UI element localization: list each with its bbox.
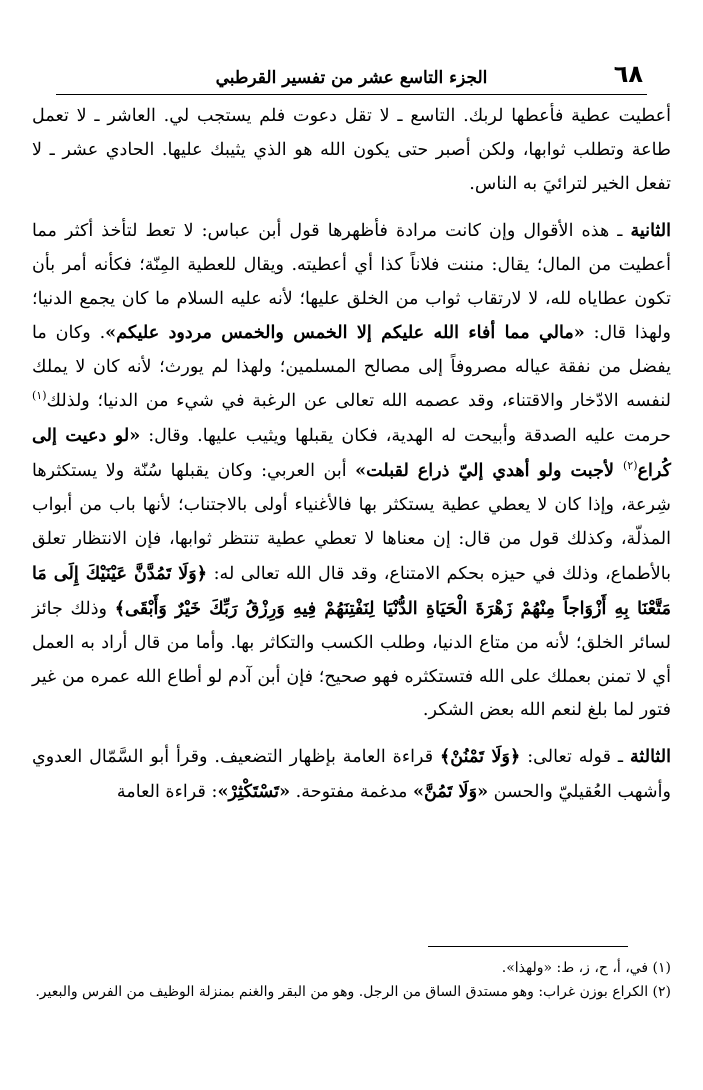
text-segment: : قراءة العامة — [116, 782, 218, 803]
footnote-2: (٢) الكراع بوزن غراب: وهو مستدق الساق من الرجل. وهو من البقر والغنم بمنزلة الوظيف من الفرس والبعير. — [35, 984, 671, 1000]
hadith-quote: لأجبت ولو أهدي إليّ ذراع لقبلت» — [355, 460, 623, 482]
paragraph-third — [32, 740, 671, 810]
footnote-ref: (١) — [32, 389, 47, 403]
footnote-ref: (٢) — [622, 459, 638, 473]
page-number: ٦٨ — [613, 60, 643, 88]
quran-verse: ﴿وَلَا تَمْنُنْ﴾ — [439, 746, 521, 768]
text-segment: . وكان ما يفضل من نفقة عياله مصروفاً إلى مصالح المسلمين؛ ولهذا لم يورث؛ لأنه كان لا يملك لنفسه الادّخار والاقتناء، وقد عصمه الله تعالى عن الرغبة في شيء من الدنيا؛ ولذلك — [32, 323, 671, 412]
text-segment: قراءة العامة بإظهار التضعيف. وقرأ أبو السَّمّال العدوي وأشهب العُقيليّ والحسن — [32, 747, 671, 803]
running-title: الجزء التاسع عشر من تفسير القرطبي — [215, 68, 488, 88]
text-segment: مدغمة مفتوحة. — [290, 782, 413, 803]
quran-verse: ﴿وَلَا تَمُدَّنَّ عَيْنَيْكَ إِلَى مَا مَتَّعْنَا بِهِ أَزْوَاجاً مِنْهُمْ زَهْرَةَ الْحَيَاةِ الدُّنْيَا لِنَفْتِنَهُمْ فِيهِ وَرِزْقُ رَبِّكَ خَيْرٌ وَأَبْقَى﴾ — [32, 562, 672, 619]
text-segment: ـ هذه الأقوال وإن كانت مرادة فأظهرها قول أبن عباس: لا تعط لتأخذ أكثر مما أعطيت من المال؛ يقال: مننت فلاناً كذا أي أعطيته. ويقال للعطية المِنّة؛ فكأنه أمر بأن تكون عطاياه لله، لا لارتقاب ثواب من الخلق عليها؛ لأنه عليه السلام ما كان يجمع الدنيا؛ ولهذا قال: — [32, 220, 671, 344]
section-lead: الثالثة — [629, 746, 671, 768]
footnote-separator — [428, 946, 628, 947]
page-header — [56, 54, 647, 95]
paragraph-text: أعطيت عطية فأعطها لربك. التاسع ـ لا تقل دعوت فلم يستجب لي. العاشر ـ لا تعمل طاعة وتطلب ثوابها، ولكن أصبر حتى يكون الله هو الذي يثيبك عليها. الحادي عشر ـ لا تفعل الخير لترائيَ به الناس. — [32, 106, 671, 194]
text-segment: ـ قوله تعالى: — [520, 747, 630, 768]
hadith-quote: «مالي مما أفاء الله عليكم إلا الخمس والخمس مردود عليكم» — [105, 322, 585, 344]
text-segment: أبن العربي: وكان يقبلها سُنّة ولا يستكثرها شِرعة، وإذا كان لا يعطي عطية يستكثر بها فالأغنياء أولى بالاجتناب؛ لأنها باب من أبواب المذلّة، وكذلك قول من قال: إن معناها لا تعطي عطية تنتظر ثوابها، فإن الانتظار تعلق بالأطماع، وذلك في حيزه بحكم الامتناع، وقد قال الله تعالى له: — [32, 461, 671, 584]
paragraph-continuation — [32, 100, 671, 202]
paragraph-second — [32, 214, 671, 729]
footnote-1: (١) في، أ، ح، ز، ط: «ولهذا». — [501, 960, 671, 976]
quran-reading: «وَلَا تَمُنَّ» — [412, 781, 489, 803]
footnotes — [32, 956, 671, 1004]
hadith-quote: «لو دعيت إلى كُراع — [32, 425, 671, 482]
quran-reading: «تَسْتَكْثِرْ» — [217, 781, 291, 803]
section-lead: الثانية — [630, 219, 671, 241]
text-segment: وذلك جائز لسائر الخلق؛ لأنه من متاع الدنيا، وطلب الكسب والتكاثر بها. وأما من قال أراد به العمل أي لا تمنن بعملك على الله فتستكثره فهو صحيح؛ فإن أبن آدم لو أطاع الله عمره من غير فتور لما بلغ لنعم الله بعض الشكر. — [32, 598, 671, 721]
main-text — [32, 100, 671, 810]
text-segment: حرمت عليه الصدقة وأبيحت له الهدية، فكان يقبلها ويثيب عليها. وقال: — [140, 426, 671, 447]
